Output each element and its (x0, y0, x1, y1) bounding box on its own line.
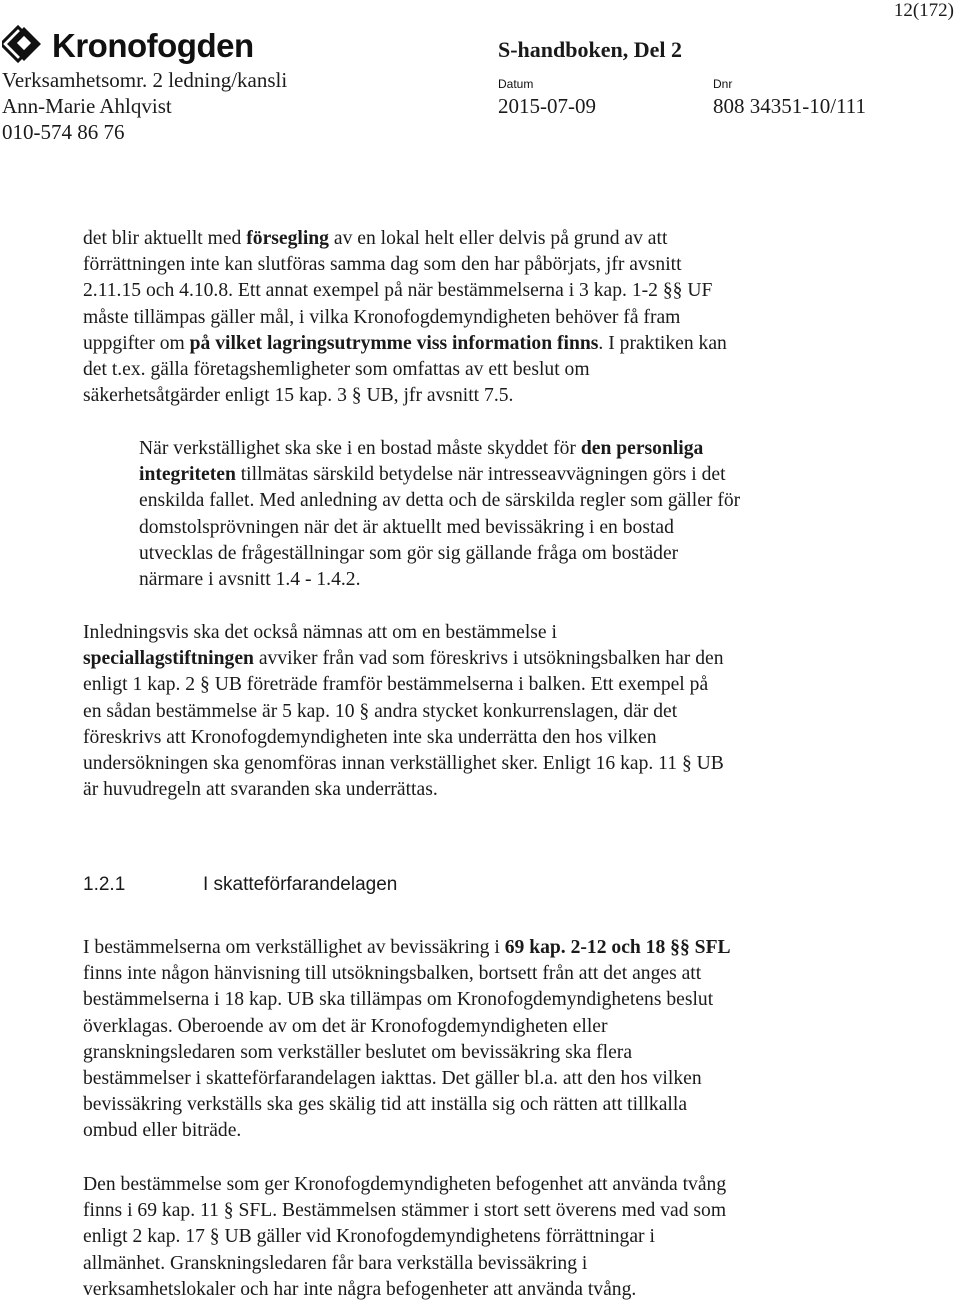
page-number: 12(172) (893, 0, 954, 21)
text-line: är huvudregeln att svaranden ska underrättas. (83, 779, 438, 801)
text-line: Inledningsvis ska det också nämnas att om en bestämmelse i (83, 622, 557, 643)
handbook-title: S-handboken, Del 2 (498, 37, 683, 62)
text-line: speciallagstiftningen avviker från vad som föreskrivs i utsökningsbalken har den (83, 648, 724, 670)
author-name: Ann-Marie Ahlqvist (2, 94, 172, 118)
text-line: enligt 1 kap. 2 § UB företräde framför bestämmelserna i balken. Ett exempel på (83, 674, 709, 696)
text-line: förrättningen inte kan slutföras samma dag som den har påbörjats, jfr avsnitt (83, 254, 682, 276)
section-number: 1.2.1 (83, 874, 126, 895)
text-line: det t.ex. gälla företagshemligheter som omfattas av ett beslut om (83, 358, 590, 380)
text-line: måste tillämpas gäller mål, i vilka Kronofogdemyndigheten behöver få fram (83, 306, 681, 328)
logo-wordmark: Kronofogden (52, 27, 254, 64)
paragraph-5 (83, 1172, 726, 1303)
text-line: det blir aktuellt med försegling av en lokal helt eller delvis på grund av att (83, 228, 668, 249)
text-line: finns i 69 kap. 11 § SFL. Bestämmelsen stämmer i stort sett överens med vad som (83, 1200, 727, 1222)
text-line: domstolsprövningen när det är aktuellt med bevissäkring i en bostad (139, 516, 674, 538)
section-title: I skatteförfarandelagen (203, 874, 398, 895)
text-line: verksamhetslokaler och har inte några befogenheter att använda tvång. (83, 1278, 637, 1300)
paragraph-2 (139, 436, 740, 593)
text-line: bestämmelser i skatteförfarandelagen iakttas. Det gäller bl.a. att den hos vilken (83, 1067, 702, 1089)
text-line: enskilda fallet. Med anledning av detta och de särskilda regler som gäller för (139, 490, 741, 512)
dnr-label: Dnr (713, 77, 733, 91)
text-line: utvecklas de frågeställningar som gör sig gällande fråga om bostäder (139, 542, 679, 564)
text-line: överklagas. Oberoende av om det är Kronofogdemyndigheten eller (83, 1015, 608, 1037)
text-line: en sådan bestämmelse är 5 kap. 10 § andra stycket konkurrenslagen, där det (83, 700, 678, 722)
text-line: närmare i avsnitt 1.4 - 1.4.2. (139, 568, 361, 590)
text-line: ombud eller biträde. (83, 1120, 242, 1142)
paragraph-4 (83, 935, 731, 1145)
text-line: 2.11.15 och 4.10.8. Ett annat exempel på när bestämmelserna i 3 kap. 1-2 §§ UF (83, 280, 713, 302)
text-line: uppgifter om på vilket lagringsutrymme viss information finns. I praktiken kan (83, 332, 727, 354)
author-phone: 010-574 86 76 (2, 120, 125, 144)
text-line: föreskrivs att Kronofogdemyndigheten inte ska underrätta den hos vilken (83, 726, 657, 748)
dnr-number: 808 34351-10/111 (713, 94, 867, 118)
text-line: När verkställighet ska ske i en bostad måste skyddet för den personliga (139, 438, 704, 459)
text-line: enligt 2 kap. 17 § UB gäller vid Kronofogdemyndighetens förrättningar i (83, 1226, 655, 1248)
date-label: Datum (498, 77, 534, 91)
paragraph-1 (83, 226, 727, 409)
text-line: I bestämmelserna om verkställighet av bevissäkring i 69 kap. 2-12 och 18 §§ SFL (83, 937, 731, 958)
text-line: allmänhet. Granskningsledaren får bara verkställa bevissäkring i (83, 1252, 588, 1274)
text-line: Den bestämmelse som ger Kronofogdemyndigheten befogenhet att använda tvång (83, 1174, 727, 1195)
text-line: integriteten tillmätas särskild betydelse när intresseavvägningen görs i det (139, 464, 726, 486)
text-line: finns inte någon hänvisning till utsökningsbalken, bortsett från att det anges att (83, 963, 702, 985)
paragraph-3 (83, 620, 724, 803)
text-line: bevissäkring verkställs ska ges skälig tid att inställa sig och rätten att tillkalla (83, 1094, 688, 1116)
text-line: säkerhetsåtgärder enligt 15 kap. 3 § UB, jfr avsnitt 7.5. (83, 385, 514, 407)
text-line: bestämmelserna i 18 kap. UB ska tillämpas om Kronofogdemyndighetens beslut (83, 989, 714, 1011)
department-unit: Verksamhetsomr. 2 ledning/kansli (2, 68, 288, 92)
document-date: 2015-07-09 (498, 94, 596, 118)
text-line: granskningsledaren som verkställer beslutet om bevissäkring ska flera (83, 1041, 633, 1063)
text-line: undersökningen ska genomföras innan verkställighet sker. Enligt 16 kap. 11 § UB (83, 752, 724, 774)
kronofogden-logo-icon (2, 22, 46, 66)
